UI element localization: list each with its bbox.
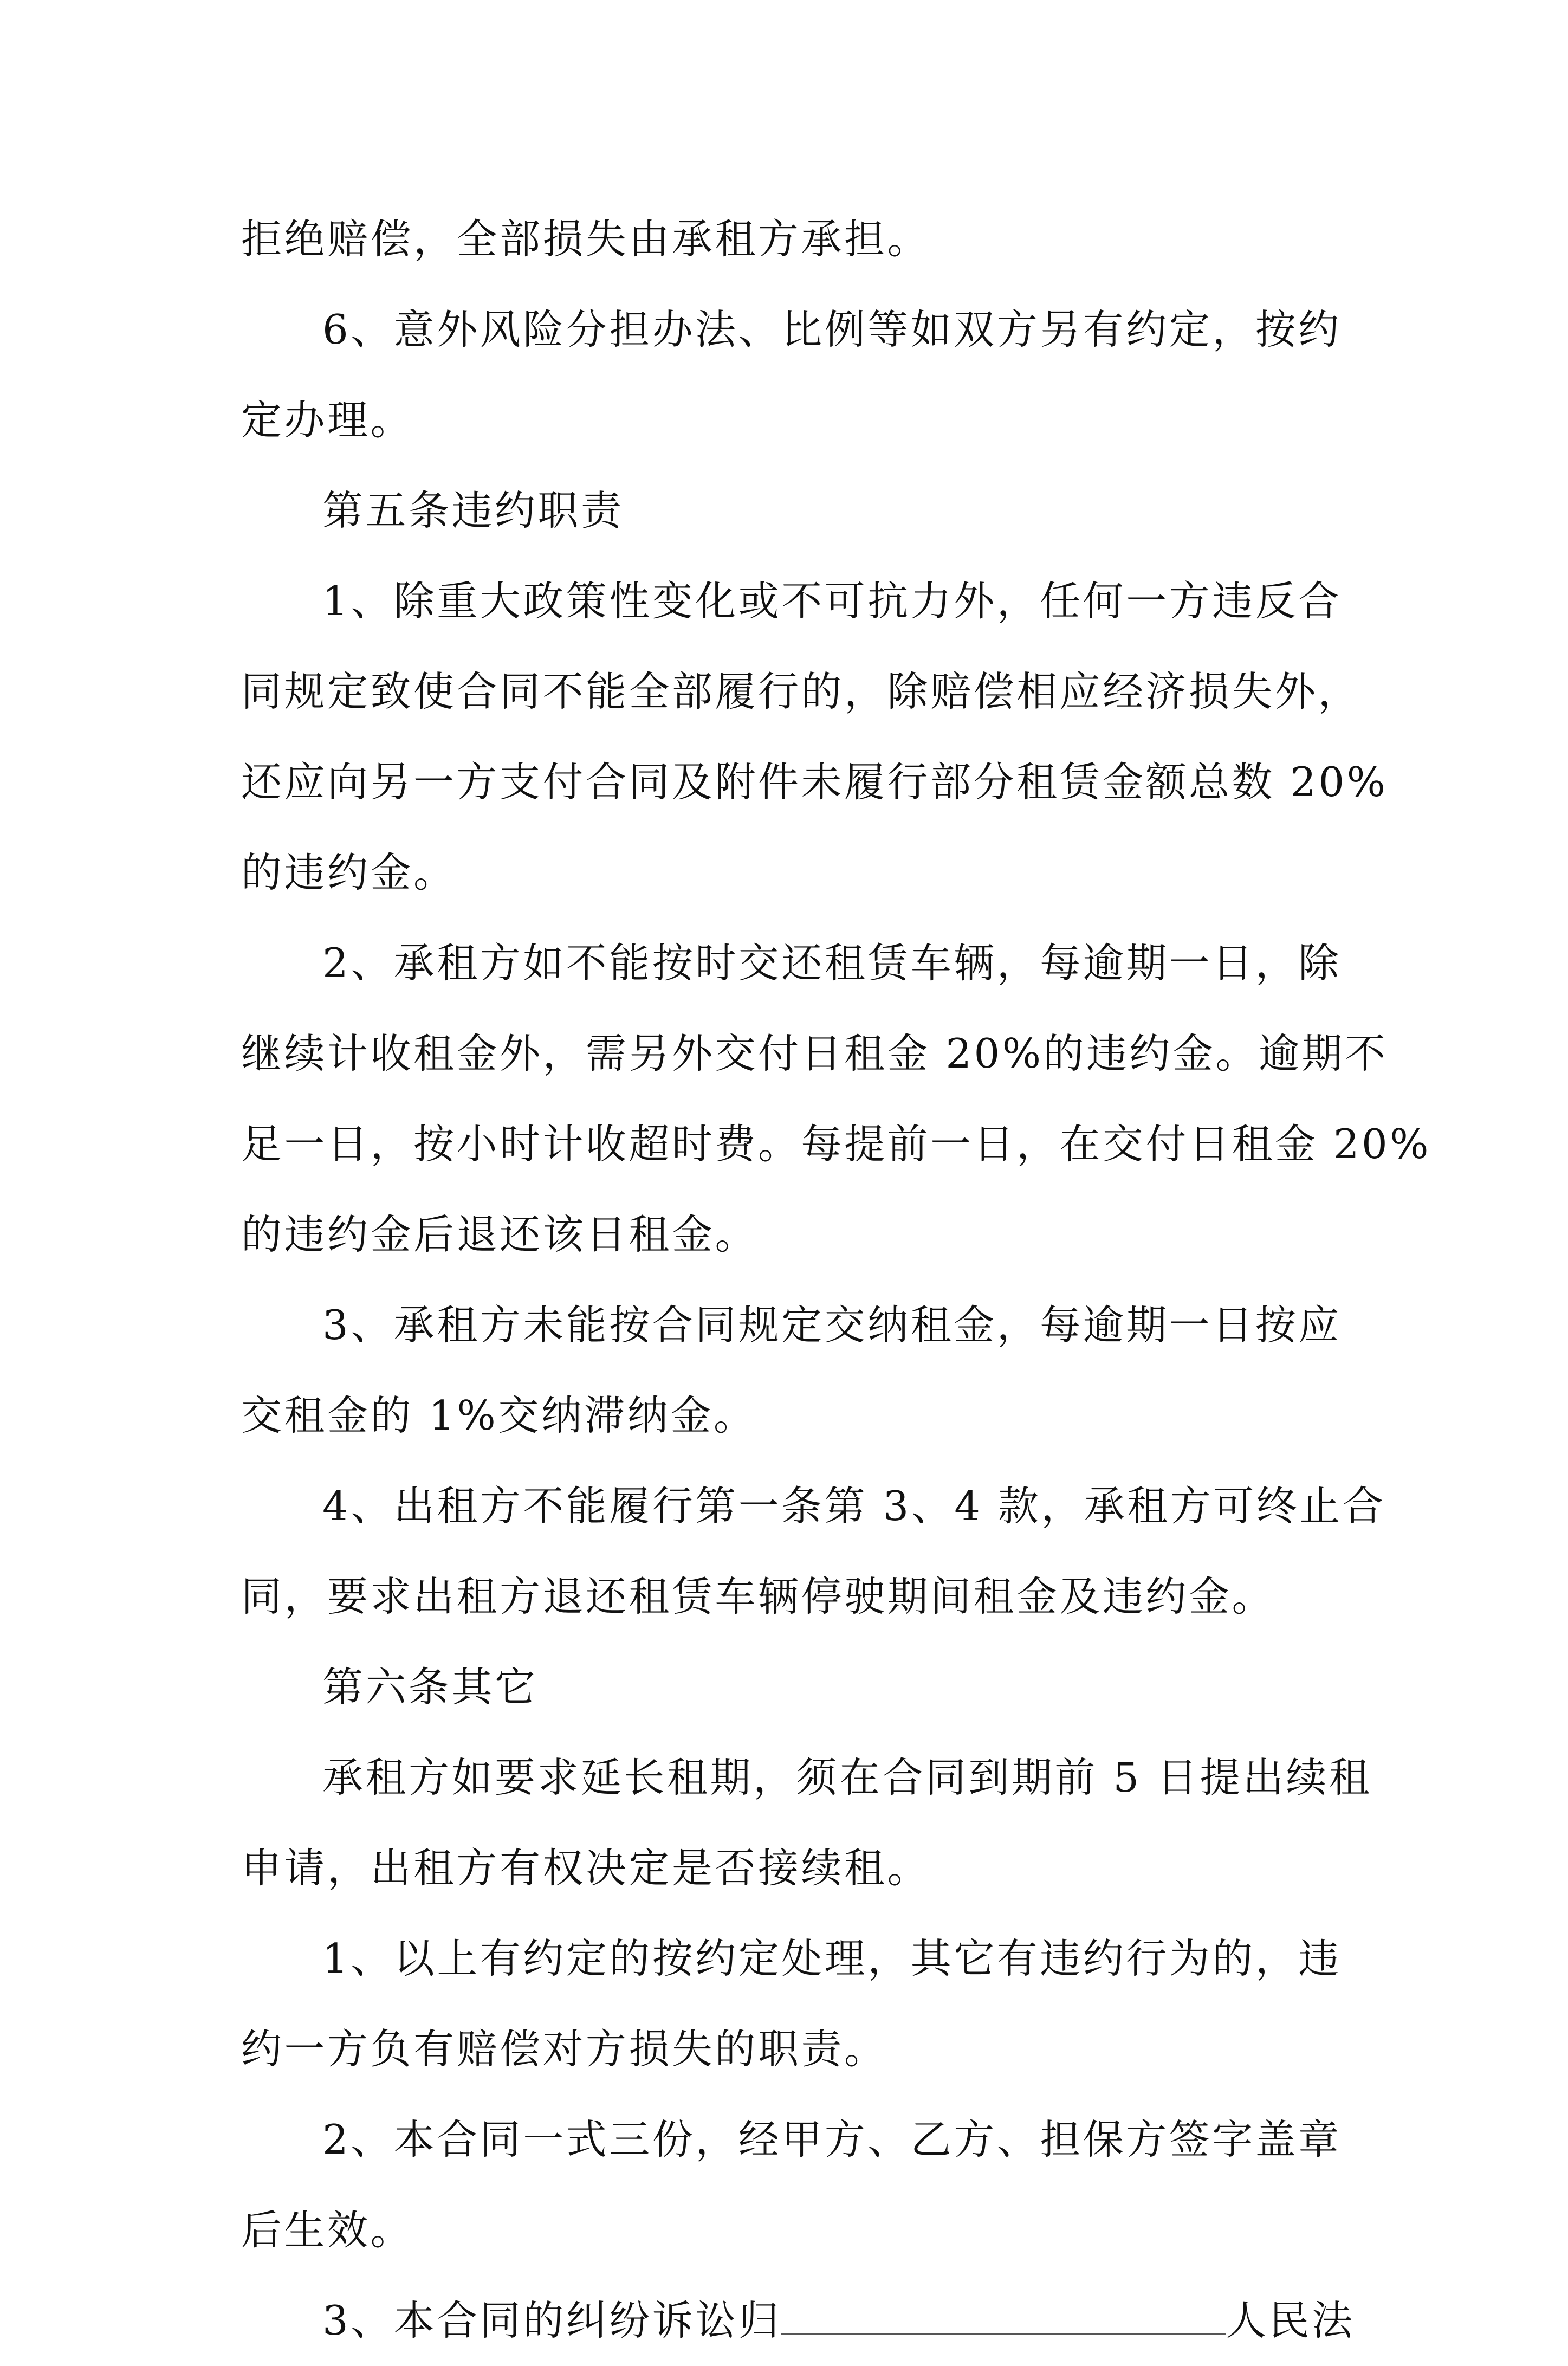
text-line: 的违约金后退还该日租金。 bbox=[241, 1211, 759, 1258]
text-line: 同规定致使合同不能全部履行的，除赔偿相应经济损失外， bbox=[241, 668, 1362, 715]
last-line-suffix: 人民法 bbox=[1226, 2297, 1355, 2344]
text-line: 继续计收租金外，需另外交付日租金 20%的违约金。逾期不 bbox=[241, 1030, 1388, 1077]
text-line: 的违约金。 bbox=[241, 849, 457, 896]
text-line: 后生效。 bbox=[241, 2206, 414, 2254]
text-line: 6、意外风险分担办法、比例等如双方另有约定，按约 bbox=[322, 306, 1342, 353]
text-line: 2、本合同一式三份，经甲方、乙方、担保方签字盖章 bbox=[322, 2116, 1342, 2163]
text-line: 2、承租方如不能按时交还租赁车辆，每逾期一日，除 bbox=[322, 939, 1342, 987]
text-line: 还应向另一方支付合同及附件未履行部分租赁金额总数 20% bbox=[241, 758, 1388, 806]
text-line: 承租方如要求延长租期，须在合同到期前 5 日提出续租 bbox=[322, 1754, 1372, 1801]
text-line: 交租金的 1%交纳滞纳金。 bbox=[241, 1392, 757, 1439]
text-line: 定办理。 bbox=[241, 396, 414, 444]
section-heading: 第六条其它 bbox=[322, 1663, 538, 1711]
text-line: 足一日，按小时计收超时费。每提前一日，在交付日租金 20% bbox=[241, 1120, 1431, 1168]
text-line-with-blank bbox=[241, 2276, 1355, 2366]
text-line: 1、以上有约定的按约定处理，其它有违约行为的，违 bbox=[322, 1935, 1342, 1982]
last-line-prefix: 3、本合同的纠纷诉讼归 bbox=[322, 2297, 782, 2344]
text-line: 拒绝赔偿，全部损失由承租方承担。 bbox=[241, 215, 931, 263]
text-line: 约一方负有赔偿对方损失的职责。 bbox=[241, 2025, 887, 2073]
text-line: 4、出租方不能履行第一条第 3、4 款，承租方可终止合 bbox=[322, 1482, 1386, 1530]
section-heading: 第五条违约职责 bbox=[322, 487, 624, 534]
contract-text bbox=[241, 194, 1431, 2366]
text-line: 同，要求出租方退还租赁车辆停驶期间租金及违约金。 bbox=[241, 1573, 1275, 1620]
text-line: 3、承租方未能按合同规定交纳租金，每逾期一日按应 bbox=[322, 1301, 1342, 1349]
text-line: 申请，出租方有权决定是否接续租。 bbox=[241, 1844, 931, 1892]
fill-in-blank bbox=[781, 2300, 1226, 2335]
text-line: 1、除重大政策性变化或不可抗力外，任何一方违反合 bbox=[322, 577, 1342, 625]
